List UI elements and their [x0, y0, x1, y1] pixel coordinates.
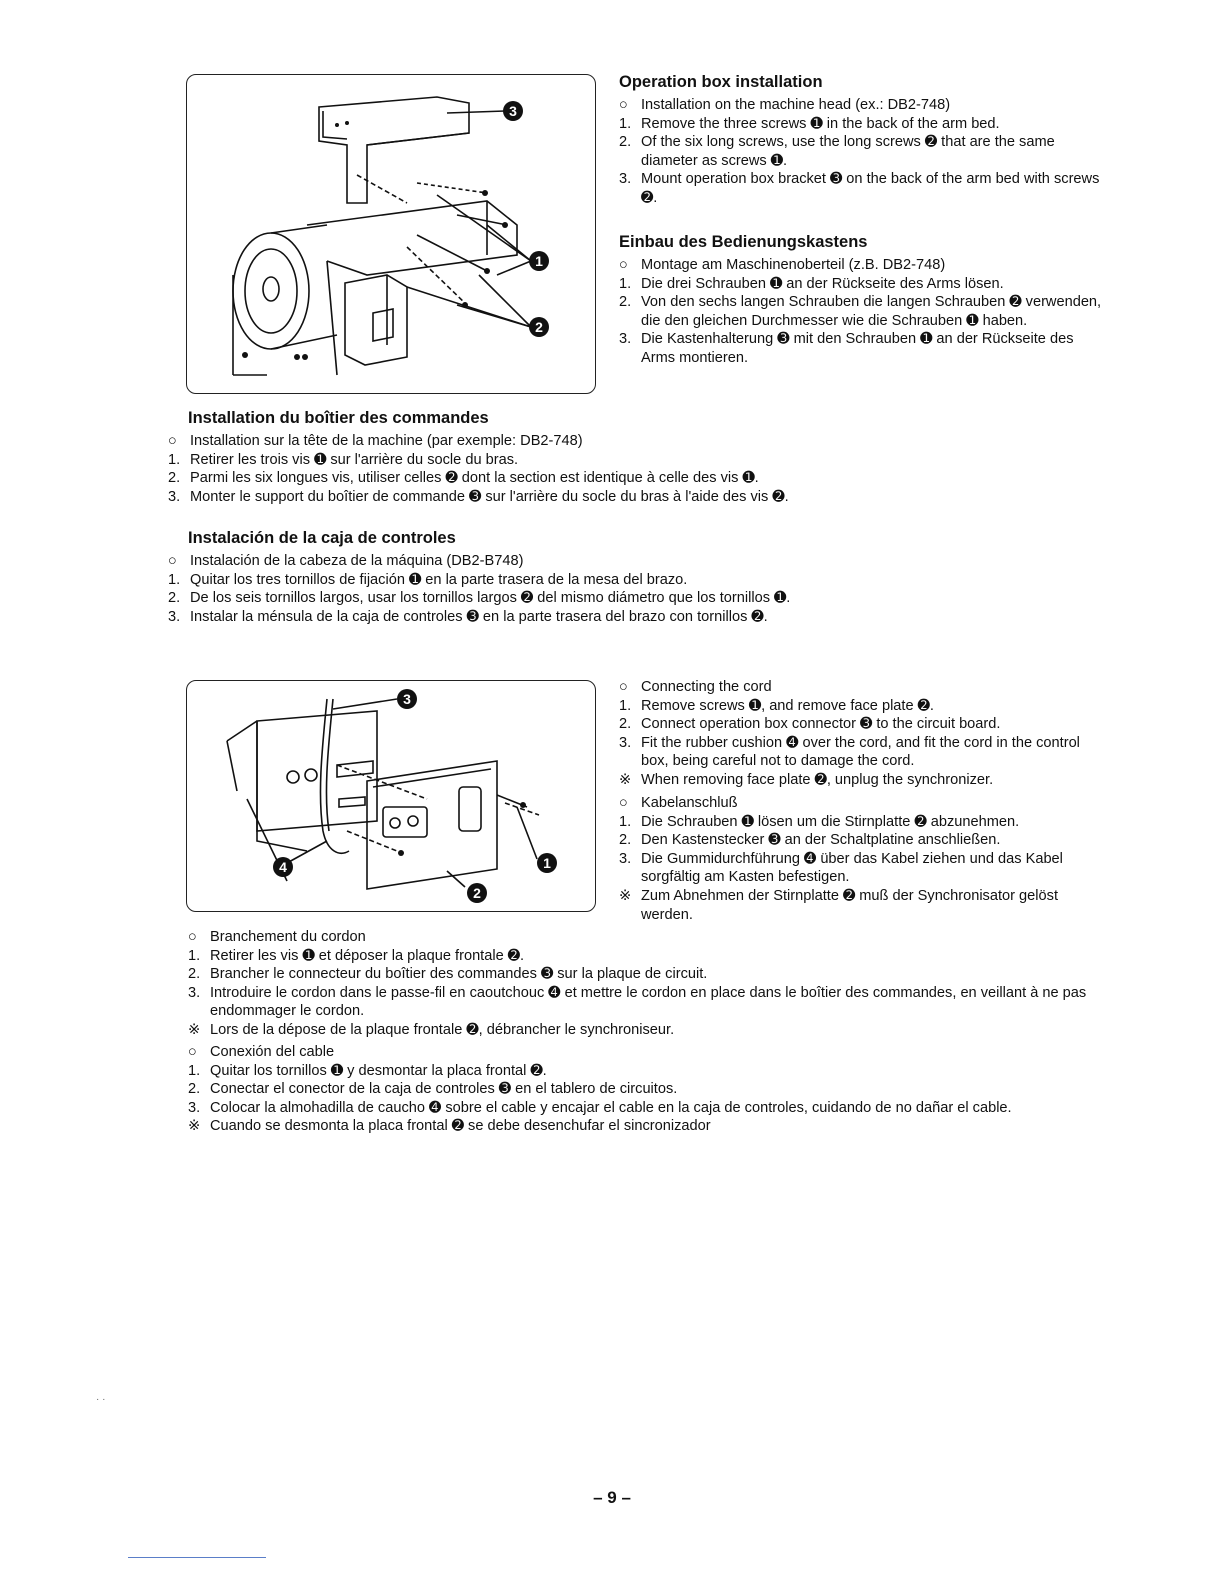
list-item: 1. Retirer les trois vis ➊ sur l'arrière du socle du bras.: [168, 451, 519, 468]
scan-speck: · ·: [96, 1394, 106, 1405]
illustration-control-box: [187, 681, 595, 911]
list-item: 1. Remove the three screws ➊ in the back of the arm bed.: [619, 115, 1000, 132]
list-item: 1. Quitar los tres tornillos de fijación ➊ en la parte trasera de la mesa del brazo.: [168, 571, 688, 588]
list-item: 3. Instalar la ménsula de la caja de controles ➌ en la parte trasera del brazo con tornillos ➋.: [168, 608, 768, 625]
svg-text:3: 3: [509, 103, 517, 119]
list-item: 2. Parmi les six longues vis, utiliser celles ➋ dont la section est identique à celle des vis ➊.: [168, 470, 759, 487]
svg-text:2: 2: [473, 885, 481, 901]
list-item: ※ Cuando se desmonta la placa frontal ➋ se debe desenchufar el sincronizador: [188, 1118, 711, 1135]
callout-2: [467, 883, 487, 903]
section1-french: [168, 408, 1088, 506]
list-item: 1. Quitar los tornillos ➊ y desmontar la placa frontal ➋.: [188, 1062, 547, 1079]
figure-connecting-cord: [186, 680, 596, 912]
list-item: ※ Lors de la dépose de la plaque frontale ➋, débrancher le synchroniseur.: [188, 1021, 675, 1038]
list-item: ○ Montage am Maschinenoberteil (z.B. DB2-748): [619, 257, 946, 273]
list-item: 3. Introduire le cordon dans le passe-fil en caoutchouc ➍ et mettre le cordon en place dans le boîtier des commandes, en veillant à ne pas endommager le cordon.: [188, 984, 1087, 1020]
list-item: 2. Conectar el conector de la caja de controles ➌ en el tablero de circuitos.: [188, 1081, 678, 1098]
svg-text:4: 4: [279, 859, 287, 875]
list-item: 3. Die Gummidurchführung ➍ über das Kabel ziehen und das Kabel sorgfältig am Kasten befestigen.: [619, 850, 1063, 886]
callout-4: [273, 857, 293, 877]
list-item: 2. Of the six long screws, use the long screws ➋ that are the same diameter as screws ➊.: [619, 134, 1055, 169]
section2-french: [188, 928, 1088, 1040]
list-item: 1. Die drei Schrauben ➊ an der Rückseite des Arms lösen.: [619, 275, 1004, 292]
list-item: 1. Retirer les vis ➊ et déposer la plaque frontale ➋.: [188, 947, 525, 964]
list-item: ○ Installation sur la tête de la machine (par exemple: DB2-748): [168, 433, 583, 449]
list-item: ○ Connecting the cord: [619, 679, 772, 695]
figure-operation-box-installation: [186, 74, 596, 394]
list-item: 3. Die Kastenhalterung ➌ mit den Schrauben ➊ an der Rückseite des Arms montieren.: [619, 331, 1074, 366]
callout-3: [397, 689, 417, 709]
section1-spanish: [168, 528, 1088, 626]
section1-de-title: Einbau des Bedienungskastens: [619, 233, 868, 251]
list-item: ○ Conexión del cable: [188, 1044, 335, 1060]
list-item: 3. Monter le support du boîtier de commande ➌ sur l'arrière du socle du bras à l'aide des vis ➋.: [168, 488, 789, 505]
list-item: 2. De los seis tornillos largos, usar los tornillos largos ➋ del mismo diámetro que los tornillos ➊.: [168, 590, 791, 607]
callout-2: [529, 317, 549, 337]
list-item: ※ Zum Abnehmen der Stirnplatte ➋ muß der Synchronisator gelöst werden.: [619, 887, 1058, 923]
list-item: 3. Fit the rubber cushion ➍ over the cord, and fit the cord in the control box, being careful not to damage the cord.: [619, 734, 1080, 770]
list-item: 3. Mount operation box bracket ➌ on the back of the arm bed with screws ➋.: [619, 171, 1100, 206]
list-item: 2. Von den sechs langen Schrauben die langen Schrauben ➋ verwenden, die den gleichen Durchmesser wie die Schrauben ➊ haben.: [619, 294, 1102, 329]
list-item: 3. Colocar la almohadilla de caucho ➍ sobre el cable y encajar el cable en la caja de controles, cuidando de no dañar el cable.: [188, 1099, 1012, 1116]
callout-1: [529, 251, 549, 271]
svg-text:2: 2: [535, 319, 543, 335]
list-item: 2. Connect operation box connector ➌ to the circuit board.: [619, 716, 1001, 733]
list-item: ※ When removing face plate ➋, unplug the synchronizer.: [619, 771, 994, 788]
illustration-machine-head: [187, 75, 595, 393]
section2-german: [619, 794, 1109, 924]
svg-text:1: 1: [535, 253, 543, 269]
list-item: ○ Instalación de la cabeza de la máquina (DB2-B748): [168, 553, 524, 569]
callout-1: [537, 853, 557, 873]
list-item: ○ Branchement du cordon: [188, 929, 366, 945]
section1-german: [619, 232, 1109, 368]
list-item: 2. Brancher le connecteur du boîtier des commandes ➌ sur la plaque de circuit.: [188, 966, 708, 983]
list-item: 2. Den Kastenstecker ➌ an der Schaltplatine anschließen.: [619, 832, 1001, 849]
page-number: – 9 –: [593, 1488, 631, 1507]
section1-english: [619, 72, 1109, 208]
section2-english: [619, 678, 1109, 790]
section1-en-title: Operation box installation: [619, 73, 823, 91]
list-item: 1. Die Schrauben ➊ lösen um die Stirnplatte ➋ abzunehmen.: [619, 813, 1020, 830]
section1-es-title: Instalación de la caja de controles: [188, 529, 456, 547]
list-item: 1. Remove screws ➊, and remove face plate ➋.: [619, 697, 934, 714]
svg-text:3: 3: [403, 691, 411, 707]
list-item: ○ Kabelanschluß: [619, 795, 738, 811]
callout-3: [503, 101, 523, 121]
section1-fr-title: Installation du boîtier des commandes: [188, 409, 489, 427]
footer-divider: [128, 1557, 266, 1558]
svg-text:1: 1: [543, 855, 551, 871]
list-item: ○ Installation on the machine head (ex.: DB2-748): [619, 97, 951, 113]
section2-spanish: [188, 1043, 1088, 1136]
